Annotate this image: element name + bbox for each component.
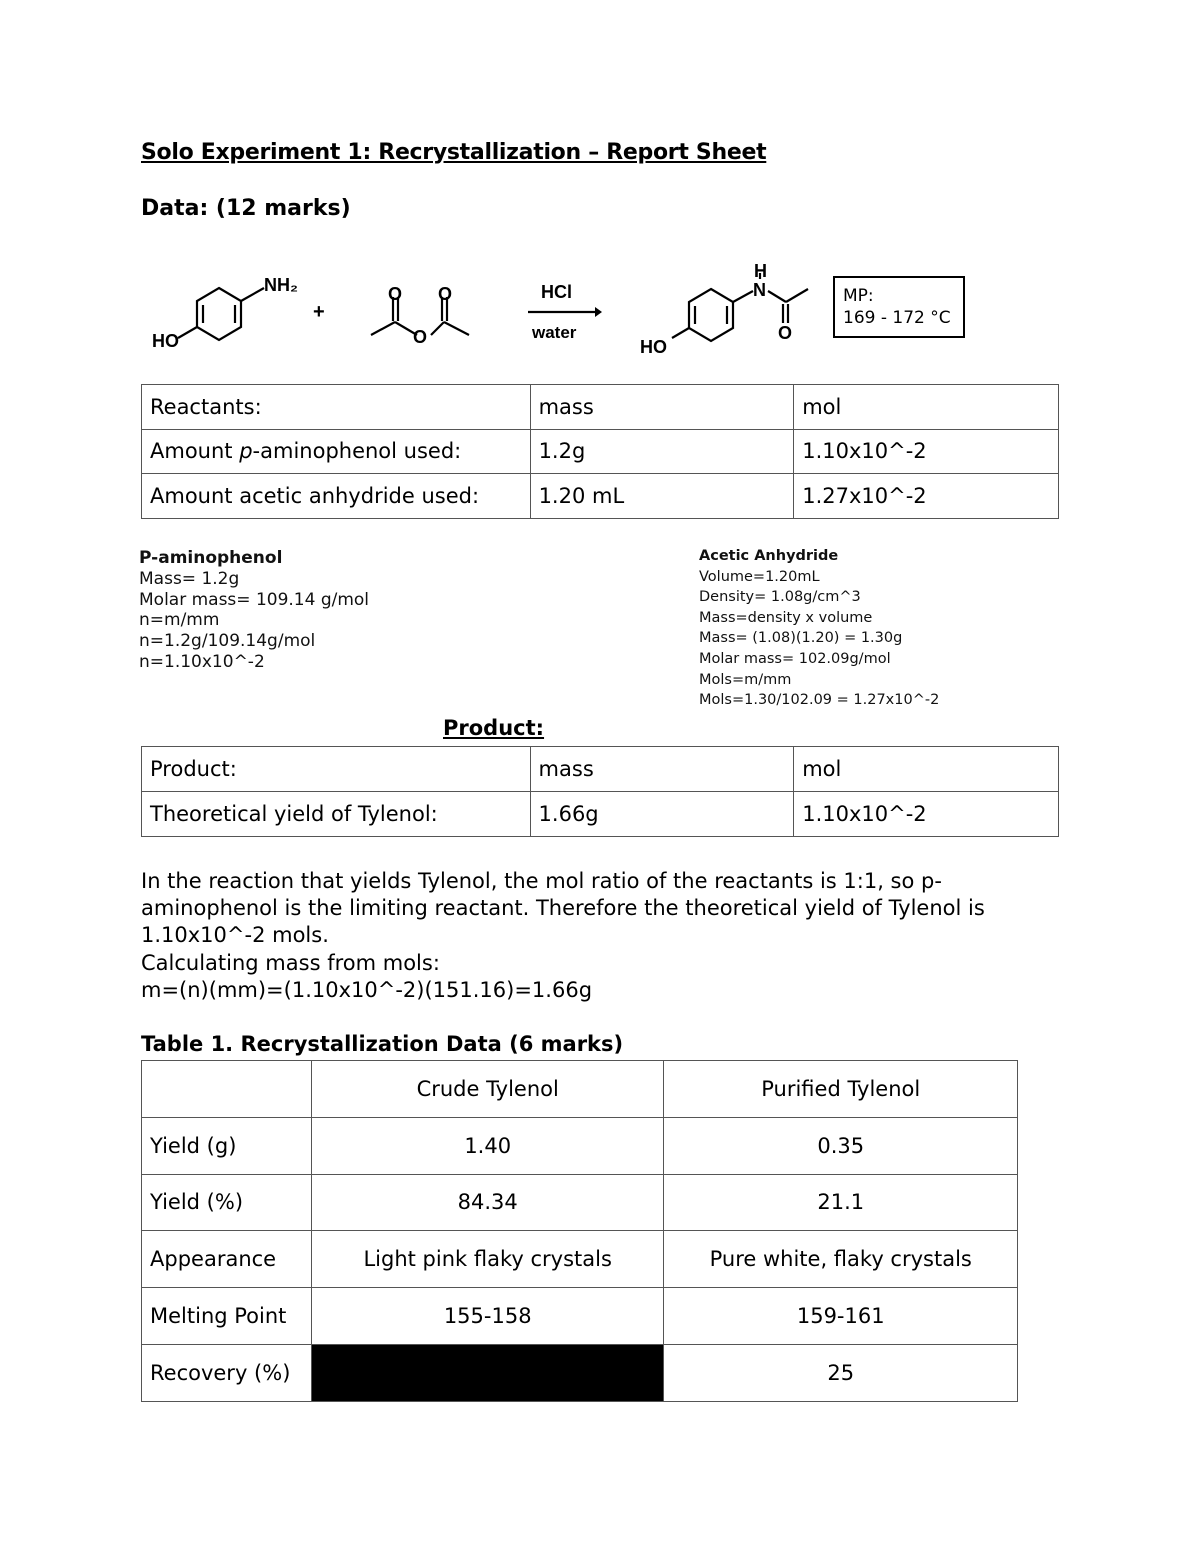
table-row: [142, 1231, 1018, 1288]
paragraph-line: aminophenol is the limiting reactant. Therefore the theoretical yield of Tylenol is: [141, 896, 985, 921]
reagent-hcl: HCl: [541, 282, 572, 302]
data-heading: Data: (12 marks): [141, 196, 351, 221]
table-row: [142, 1117, 1018, 1174]
reaction-scheme: [140, 255, 840, 365]
redacted-cell: [311, 1344, 664, 1401]
table-cell: 0.35: [664, 1117, 1018, 1174]
table-row: [142, 792, 1059, 837]
calc-line: Volume=1.20mL: [699, 568, 820, 585]
plus-sign: +: [313, 301, 325, 323]
calc-line: n=m/mm: [139, 610, 220, 631]
table-cell: 159-161: [664, 1288, 1018, 1345]
table-row: [142, 747, 1059, 792]
explanation-paragraph: [141, 868, 1041, 1004]
table-cell: Pure white, flaky crystals: [664, 1231, 1018, 1288]
table-row: [142, 1061, 1018, 1118]
table-row: [142, 385, 1059, 430]
anhydride-calc: [699, 546, 939, 711]
calc-line: Molar mass= 109.14 g/mol: [139, 589, 370, 610]
calc-line: Density= 1.08g/cm^3: [699, 589, 861, 606]
reagent-water: water: [532, 323, 577, 342]
table-cell: 1.40: [311, 1117, 664, 1174]
table-cell: Purified Tylenol: [664, 1061, 1018, 1118]
table-row: [142, 1174, 1018, 1231]
table-cell: mass: [530, 385, 794, 430]
aminophenol-calc: [139, 548, 369, 673]
calc-line: Mass=density x volume: [699, 609, 873, 626]
table-cell: Yield (g): [142, 1117, 312, 1174]
melting-point-box: [833, 276, 965, 338]
table-cell: Crude Tylenol: [311, 1061, 664, 1118]
calc-line: Mass= (1.08)(1.20) = 1.30g: [699, 630, 903, 647]
table-cell: mol: [794, 385, 1059, 430]
table-cell: 1.20 mL: [530, 474, 794, 519]
amide-n: N: [753, 280, 766, 300]
table-row: [142, 1288, 1018, 1345]
table-cell: mass: [530, 747, 794, 792]
product-table: [141, 746, 1059, 837]
paragraph-line: 1.10x10^-2 mols.: [141, 923, 329, 948]
table-row: [142, 429, 1059, 474]
table-cell: [142, 429, 531, 474]
paragraph-line: In the reaction that yields Tylenol, the mol ratio of the reactants is 1:1, so p-: [141, 869, 942, 893]
table-cell: Theoretical yield of Tylenol:: [142, 792, 531, 837]
calc-heading: Acetic Anhydride: [699, 548, 839, 564]
table-cell: Recovery (%): [142, 1344, 312, 1401]
row-label-italic: p: [239, 439, 253, 464]
table-cell: Reactants:: [142, 385, 531, 430]
page-title: Solo Experiment 1: Recrystallization – Report Sheet: [141, 140, 767, 165]
ho-label-product: HO: [640, 337, 667, 357]
table-cell: 21.1: [664, 1174, 1018, 1231]
table-cell: 1.66g: [530, 792, 794, 837]
recrystallization-table: [141, 1060, 1018, 1402]
carbonyl-o-2: O: [438, 284, 453, 304]
paragraph-line: m=(n)(mm)=(1.10x10^-2)(151.16)=1.66g: [141, 977, 593, 1002]
anhydride-skeleton: [371, 322, 395, 335]
table-cell: Product:: [142, 747, 531, 792]
table-cell: [142, 1061, 312, 1118]
paragraph-line: Calculating mass from mols:: [141, 950, 440, 975]
table-cell: Melting Point: [142, 1288, 312, 1345]
calc-line: n=1.10x10^-2: [139, 651, 265, 672]
reactants-table: [141, 384, 1059, 519]
table-cell: 1.2g: [530, 429, 794, 474]
table-row: [142, 1344, 1018, 1401]
amide-h: H: [754, 261, 767, 281]
table-cell: Amount acetic anhydride used:: [142, 474, 531, 519]
ho-label-reactant: HO: [152, 331, 179, 351]
calc-line: Mass= 1.2g: [139, 568, 240, 589]
table-cell: Yield (%): [142, 1174, 312, 1231]
nh2-label: NH₂: [264, 275, 298, 295]
table1-caption: Table 1. Recrystallization Data (6 marks): [141, 1032, 624, 1056]
row-label-pre: Amount: [150, 439, 240, 464]
table-cell: mol: [794, 747, 1059, 792]
table-cell: 1.10x10^-2: [794, 792, 1059, 837]
bridge-o: O: [413, 327, 428, 347]
mp-label: MP:: [843, 286, 874, 306]
row-label-post: -aminophenol used:: [252, 439, 462, 464]
product-heading: Product:: [443, 716, 545, 740]
table-cell: 1.10x10^-2: [794, 429, 1059, 474]
table-cell: 84.34: [311, 1174, 664, 1231]
table-cell: Light pink flaky crystals: [311, 1231, 664, 1288]
calc-heading: P-aminophenol: [139, 548, 283, 568]
mp-value: 169 - 172 °C: [843, 308, 951, 328]
calc-line: Molar mass= 102.09g/mol: [699, 650, 891, 667]
calc-line: Mols=1.30/102.09 = 1.27x10^-2: [699, 692, 940, 709]
calc-line: n=1.2g/109.14g/mol: [139, 631, 316, 652]
amide-o: O: [778, 323, 793, 343]
table-row: [142, 474, 1059, 519]
table-cell: 1.27x10^-2: [794, 474, 1059, 519]
table-cell: Appearance: [142, 1231, 312, 1288]
table-cell: 155-158: [311, 1288, 664, 1345]
calc-line: Mols=m/mm: [699, 671, 792, 688]
table-cell: 25: [664, 1344, 1018, 1401]
carbonyl-o-1: O: [388, 284, 403, 304]
